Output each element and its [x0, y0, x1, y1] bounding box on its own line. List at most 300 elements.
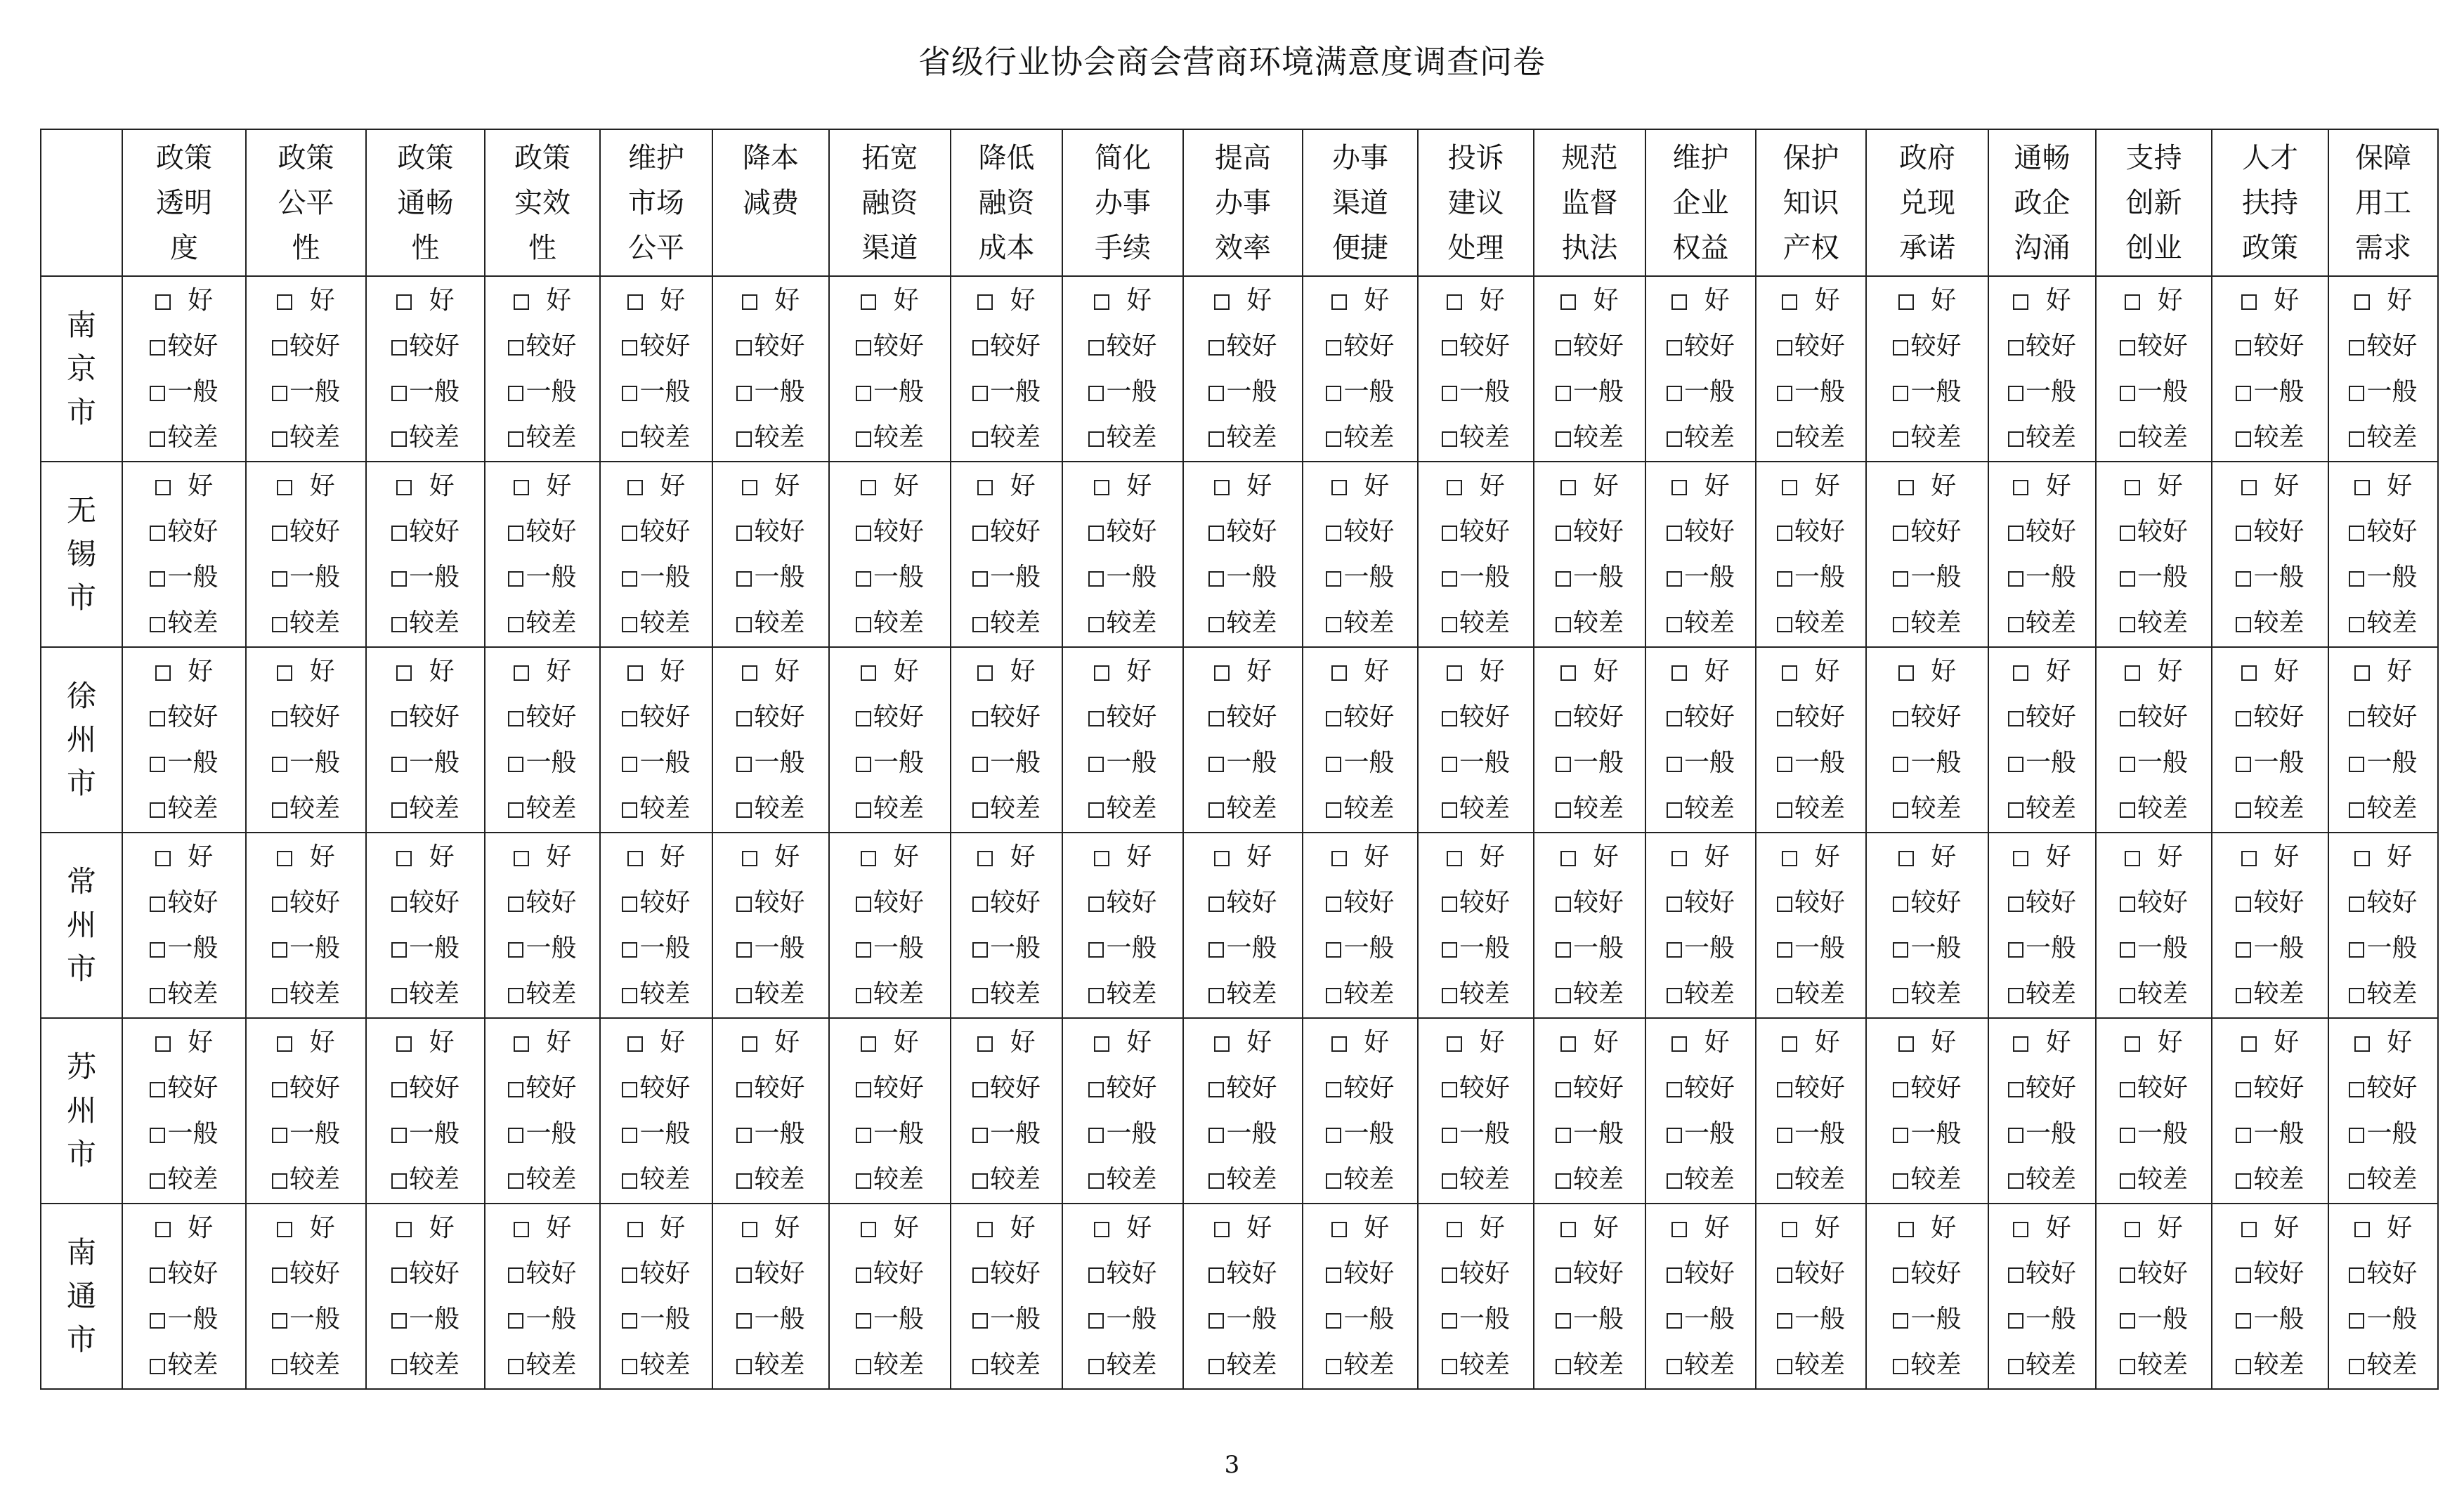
rating-option[interactable] [155, 1205, 214, 1251]
checkbox-icon[interactable] [1560, 480, 1576, 495]
rating-option[interactable] [1556, 600, 1624, 646]
checkbox-icon[interactable] [2120, 1313, 2135, 1329]
rating-option[interactable] [2013, 648, 2071, 694]
checkbox-icon[interactable] [514, 851, 529, 866]
checkbox-icon[interactable] [736, 431, 752, 447]
rating-option[interactable] [1208, 1342, 1277, 1388]
checkbox-icon[interactable] [1094, 665, 1109, 681]
checkbox-icon[interactable] [1777, 1128, 1792, 1143]
checkbox-icon[interactable] [1671, 1036, 1687, 1052]
checkbox-icon[interactable] [736, 1128, 752, 1143]
checkbox-icon[interactable] [508, 711, 523, 726]
checkbox-icon[interactable] [622, 1359, 637, 1374]
checkbox-icon[interactable] [622, 571, 637, 587]
checkbox-icon[interactable] [1088, 711, 1104, 726]
checkbox-icon[interactable] [742, 294, 757, 310]
rating-option[interactable] [1556, 509, 1624, 554]
checkbox-icon[interactable] [977, 1036, 993, 1052]
rating-option[interactable] [1777, 971, 1845, 1017]
rating-option[interactable] [1088, 1342, 1156, 1388]
rating-option[interactable] [1208, 694, 1277, 740]
rating-option[interactable] [508, 971, 576, 1017]
rating-option[interactable] [1447, 1205, 1505, 1251]
checkbox-icon[interactable] [2349, 340, 2364, 356]
rating-option[interactable] [150, 1156, 218, 1202]
checkbox-icon[interactable] [1208, 526, 1224, 541]
checkbox-icon[interactable] [514, 294, 529, 310]
rating-option[interactable] [2013, 834, 2071, 880]
checkbox-icon[interactable] [1442, 431, 1457, 447]
checkbox-icon[interactable] [972, 802, 988, 818]
rating-option[interactable] [155, 834, 214, 880]
rating-option[interactable] [2236, 1111, 2304, 1156]
rating-option[interactable] [1326, 1251, 1394, 1296]
rating-option[interactable] [150, 785, 218, 831]
checkbox-icon[interactable] [972, 431, 988, 447]
checkbox-icon[interactable] [150, 897, 165, 912]
rating-option[interactable] [150, 509, 218, 554]
checkbox-icon[interactable] [2008, 431, 2023, 447]
checkbox-icon[interactable] [2236, 1313, 2251, 1329]
rating-option[interactable] [622, 971, 690, 1017]
checkbox-icon[interactable] [622, 988, 637, 1003]
rating-option[interactable] [1777, 1342, 1845, 1388]
checkbox-icon[interactable] [736, 386, 752, 401]
rating-option[interactable] [1898, 648, 1957, 694]
checkbox-icon[interactable] [1893, 386, 1908, 401]
rating-option[interactable] [2008, 1156, 2076, 1202]
rating-option[interactable] [396, 648, 455, 694]
rating-option[interactable] [1671, 834, 1730, 880]
checkbox-icon[interactable] [1667, 897, 1682, 912]
rating-option[interactable] [977, 278, 1036, 323]
rating-option[interactable] [622, 1251, 690, 1296]
checkbox-icon[interactable] [2349, 1313, 2364, 1329]
checkbox-icon[interactable] [2125, 294, 2140, 310]
checkbox-icon[interactable] [1326, 897, 1341, 912]
checkbox-icon[interactable] [1556, 431, 1571, 447]
rating-option[interactable] [1208, 1065, 1277, 1111]
rating-option[interactable] [396, 463, 455, 509]
checkbox-icon[interactable] [2354, 480, 2370, 495]
rating-option[interactable] [2120, 554, 2188, 600]
rating-option[interactable] [627, 463, 686, 509]
rating-option[interactable] [1326, 694, 1394, 740]
checkbox-icon[interactable] [736, 1082, 752, 1097]
rating-option[interactable] [2120, 1342, 2188, 1388]
rating-option[interactable] [2120, 1111, 2188, 1156]
checkbox-icon[interactable] [2120, 386, 2135, 401]
checkbox-icon[interactable] [856, 988, 871, 1003]
rating-option[interactable] [1442, 323, 1510, 369]
checkbox-icon[interactable] [2013, 1036, 2028, 1052]
rating-option[interactable] [742, 648, 800, 694]
rating-option[interactable] [2241, 834, 2300, 880]
checkbox-icon[interactable] [1208, 1313, 1224, 1329]
checkbox-icon[interactable] [972, 386, 988, 401]
rating-option[interactable] [2354, 278, 2413, 323]
checkbox-icon[interactable] [1442, 1313, 1457, 1329]
rating-option[interactable] [856, 740, 924, 785]
rating-option[interactable] [1442, 369, 1510, 415]
checkbox-icon[interactable] [2354, 665, 2370, 681]
checkbox-icon[interactable] [1208, 757, 1224, 772]
rating-option[interactable] [2008, 415, 2076, 460]
rating-option[interactable] [627, 278, 686, 323]
rating-option[interactable] [1667, 415, 1735, 460]
checkbox-icon[interactable] [150, 1359, 165, 1374]
checkbox-icon[interactable] [150, 431, 165, 447]
checkbox-icon[interactable] [1331, 665, 1347, 681]
checkbox-icon[interactable] [736, 757, 752, 772]
checkbox-icon[interactable] [1094, 1036, 1109, 1052]
checkbox-icon[interactable] [1088, 1082, 1104, 1097]
rating-option[interactable] [391, 323, 459, 369]
rating-option[interactable] [1777, 880, 1845, 925]
checkbox-icon[interactable] [2125, 851, 2140, 866]
checkbox-icon[interactable] [2354, 1222, 2370, 1237]
checkbox-icon[interactable] [736, 1173, 752, 1189]
rating-option[interactable] [1898, 1019, 1957, 1065]
checkbox-icon[interactable] [972, 1313, 988, 1329]
checkbox-icon[interactable] [508, 1359, 523, 1374]
rating-option[interactable] [2008, 1296, 2076, 1342]
checkbox-icon[interactable] [277, 1222, 292, 1237]
rating-option[interactable] [736, 323, 804, 369]
checkbox-icon[interactable] [2236, 340, 2251, 356]
checkbox-icon[interactable] [1088, 1128, 1104, 1143]
rating-option[interactable] [1208, 1296, 1277, 1342]
rating-option[interactable] [1326, 554, 1394, 600]
rating-option[interactable] [396, 1205, 455, 1251]
checkbox-icon[interactable] [1667, 711, 1682, 726]
checkbox-icon[interactable] [277, 665, 292, 681]
checkbox-icon[interactable] [742, 1036, 757, 1052]
rating-option[interactable] [391, 880, 459, 925]
checkbox-icon[interactable] [391, 340, 407, 356]
checkbox-icon[interactable] [742, 665, 757, 681]
checkbox-icon[interactable] [1208, 942, 1224, 958]
checkbox-icon[interactable] [2120, 571, 2135, 587]
rating-option[interactable] [1667, 740, 1735, 785]
checkbox-icon[interactable] [856, 1359, 871, 1374]
rating-option[interactable] [1326, 369, 1394, 415]
rating-option[interactable] [2236, 1342, 2304, 1388]
checkbox-icon[interactable] [396, 1036, 412, 1052]
rating-option[interactable] [1088, 740, 1156, 785]
rating-option[interactable] [742, 1019, 800, 1065]
checkbox-icon[interactable] [1893, 1173, 1908, 1189]
rating-option[interactable] [1208, 1251, 1277, 1296]
rating-option[interactable] [1667, 785, 1735, 831]
checkbox-icon[interactable] [736, 1359, 752, 1374]
checkbox-icon[interactable] [1214, 294, 1230, 310]
checkbox-icon[interactable] [272, 1359, 287, 1374]
rating-option[interactable] [272, 880, 340, 925]
rating-option[interactable] [1777, 740, 1845, 785]
rating-option[interactable] [155, 1019, 214, 1065]
checkbox-icon[interactable] [1088, 340, 1104, 356]
checkbox-icon[interactable] [1208, 711, 1224, 726]
checkbox-icon[interactable] [391, 571, 407, 587]
checkbox-icon[interactable] [1326, 711, 1341, 726]
rating-option[interactable] [1326, 1111, 1394, 1156]
rating-option[interactable] [508, 1251, 576, 1296]
checkbox-icon[interactable] [1893, 942, 1908, 958]
rating-option[interactable] [2349, 694, 2417, 740]
rating-option[interactable] [508, 600, 576, 646]
checkbox-icon[interactable] [2120, 757, 2135, 772]
checkbox-icon[interactable] [1326, 1082, 1341, 1097]
checkbox-icon[interactable] [2120, 1082, 2135, 1097]
rating-option[interactable] [1560, 463, 1619, 509]
checkbox-icon[interactable] [391, 802, 407, 818]
rating-option[interactable] [1893, 880, 1961, 925]
checkbox-icon[interactable] [2120, 526, 2135, 541]
checkbox-icon[interactable] [508, 897, 523, 912]
checkbox-icon[interactable] [150, 1082, 165, 1097]
checkbox-icon[interactable] [2241, 851, 2257, 866]
rating-option[interactable] [1214, 278, 1272, 323]
rating-option[interactable] [508, 1156, 576, 1202]
checkbox-icon[interactable] [1898, 294, 1914, 310]
checkbox-icon[interactable] [622, 1173, 637, 1189]
checkbox-icon[interactable] [1331, 294, 1347, 310]
checkbox-icon[interactable] [1777, 617, 1792, 632]
rating-option[interactable] [2241, 1205, 2300, 1251]
checkbox-icon[interactable] [2120, 711, 2135, 726]
rating-option[interactable] [1556, 554, 1624, 600]
rating-option[interactable] [1560, 648, 1619, 694]
checkbox-icon[interactable] [2236, 897, 2251, 912]
checkbox-icon[interactable] [1088, 1313, 1104, 1329]
rating-option[interactable] [1893, 509, 1961, 554]
rating-option[interactable] [2354, 463, 2413, 509]
checkbox-icon[interactable] [861, 1036, 876, 1052]
rating-option[interactable] [622, 369, 690, 415]
rating-option[interactable] [2008, 785, 2076, 831]
checkbox-icon[interactable] [508, 571, 523, 587]
rating-option[interactable] [856, 880, 924, 925]
checkbox-icon[interactable] [1556, 526, 1571, 541]
checkbox-icon[interactable] [622, 1313, 637, 1329]
rating-option[interactable] [856, 415, 924, 460]
rating-option[interactable] [1671, 648, 1730, 694]
rating-option[interactable] [977, 648, 1036, 694]
checkbox-icon[interactable] [391, 942, 407, 958]
rating-option[interactable] [396, 278, 455, 323]
checkbox-icon[interactable] [1782, 294, 1797, 310]
rating-option[interactable] [508, 415, 576, 460]
checkbox-icon[interactable] [1667, 942, 1682, 958]
checkbox-icon[interactable] [1556, 897, 1571, 912]
checkbox-icon[interactable] [514, 665, 529, 681]
rating-option[interactable] [1326, 1065, 1394, 1111]
checkbox-icon[interactable] [272, 617, 287, 632]
rating-option[interactable] [508, 509, 576, 554]
rating-option[interactable] [1094, 1205, 1152, 1251]
checkbox-icon[interactable] [1447, 1036, 1462, 1052]
checkbox-icon[interactable] [856, 942, 871, 958]
checkbox-icon[interactable] [508, 526, 523, 541]
rating-option[interactable] [856, 925, 924, 971]
rating-option[interactable] [1556, 925, 1624, 971]
rating-option[interactable] [508, 925, 576, 971]
checkbox-icon[interactable] [1326, 1173, 1341, 1189]
checkbox-icon[interactable] [1556, 802, 1571, 818]
rating-option[interactable] [1671, 1019, 1730, 1065]
rating-option[interactable] [2349, 1156, 2417, 1202]
checkbox-icon[interactable] [272, 431, 287, 447]
checkbox-icon[interactable] [508, 1267, 523, 1283]
checkbox-icon[interactable] [1442, 1267, 1457, 1283]
rating-option[interactable] [2120, 323, 2188, 369]
checkbox-icon[interactable] [856, 897, 871, 912]
rating-option[interactable] [856, 369, 924, 415]
checkbox-icon[interactable] [2120, 988, 2135, 1003]
rating-option[interactable] [1560, 1205, 1619, 1251]
rating-option[interactable] [1556, 1296, 1624, 1342]
checkbox-icon[interactable] [1782, 851, 1797, 866]
checkbox-icon[interactable] [150, 757, 165, 772]
checkbox-icon[interactable] [1898, 480, 1914, 495]
rating-option[interactable] [1893, 1111, 1961, 1156]
rating-option[interactable] [272, 925, 340, 971]
checkbox-icon[interactable] [2008, 617, 2023, 632]
checkbox-icon[interactable] [514, 1222, 529, 1237]
checkbox-icon[interactable] [1667, 526, 1682, 541]
checkbox-icon[interactable] [627, 851, 643, 866]
rating-option[interactable] [1214, 648, 1272, 694]
rating-option[interactable] [2008, 1065, 2076, 1111]
rating-option[interactable] [861, 463, 919, 509]
checkbox-icon[interactable] [391, 386, 407, 401]
rating-option[interactable] [856, 323, 924, 369]
rating-option[interactable] [150, 1251, 218, 1296]
rating-option[interactable] [150, 971, 218, 1017]
checkbox-icon[interactable] [1442, 571, 1457, 587]
rating-option[interactable] [2349, 600, 2417, 646]
rating-option[interactable] [150, 1111, 218, 1156]
checkbox-icon[interactable] [150, 942, 165, 958]
rating-option[interactable] [2013, 1019, 2071, 1065]
rating-option[interactable] [391, 554, 459, 600]
checkbox-icon[interactable] [1088, 1359, 1104, 1374]
checkbox-icon[interactable] [856, 1082, 871, 1097]
checkbox-icon[interactable] [1214, 1036, 1230, 1052]
checkbox-icon[interactable] [508, 757, 523, 772]
checkbox-icon[interactable] [1094, 1222, 1109, 1237]
rating-option[interactable] [856, 1156, 924, 1202]
checkbox-icon[interactable] [1560, 665, 1576, 681]
checkbox-icon[interactable] [1556, 1313, 1571, 1329]
checkbox-icon[interactable] [977, 480, 993, 495]
rating-option[interactable] [508, 1342, 576, 1388]
checkbox-icon[interactable] [1667, 1267, 1682, 1283]
checkbox-icon[interactable] [277, 1036, 292, 1052]
rating-option[interactable] [742, 278, 800, 323]
rating-option[interactable] [272, 509, 340, 554]
rating-option[interactable] [2013, 278, 2071, 323]
checkbox-icon[interactable] [1893, 571, 1908, 587]
checkbox-icon[interactable] [622, 526, 637, 541]
checkbox-icon[interactable] [856, 802, 871, 818]
checkbox-icon[interactable] [2008, 571, 2023, 587]
rating-option[interactable] [2120, 369, 2188, 415]
rating-option[interactable] [736, 1342, 804, 1388]
checkbox-icon[interactable] [1560, 1222, 1576, 1237]
rating-option[interactable] [514, 1205, 572, 1251]
rating-option[interactable] [2349, 1296, 2417, 1342]
rating-option[interactable] [1326, 600, 1394, 646]
rating-option[interactable] [1442, 880, 1510, 925]
checkbox-icon[interactable] [2236, 802, 2251, 818]
rating-option[interactable] [736, 971, 804, 1017]
rating-option[interactable] [2120, 1296, 2188, 1342]
rating-option[interactable] [1214, 1205, 1272, 1251]
checkbox-icon[interactable] [627, 480, 643, 495]
checkbox-icon[interactable] [1667, 1359, 1682, 1374]
checkbox-icon[interactable] [1326, 942, 1341, 958]
rating-option[interactable] [1671, 278, 1730, 323]
checkbox-icon[interactable] [1777, 1313, 1792, 1329]
rating-option[interactable] [1331, 463, 1390, 509]
checkbox-icon[interactable] [508, 1173, 523, 1189]
rating-option[interactable] [622, 1156, 690, 1202]
rating-option[interactable] [977, 1205, 1036, 1251]
rating-option[interactable] [1556, 740, 1624, 785]
rating-option[interactable] [972, 1111, 1041, 1156]
checkbox-icon[interactable] [856, 340, 871, 356]
rating-option[interactable] [1777, 1251, 1845, 1296]
checkbox-icon[interactable] [1777, 431, 1792, 447]
checkbox-icon[interactable] [1667, 617, 1682, 632]
rating-option[interactable] [391, 925, 459, 971]
checkbox-icon[interactable] [150, 802, 165, 818]
rating-option[interactable] [856, 600, 924, 646]
rating-option[interactable] [2008, 1111, 2076, 1156]
rating-option[interactable] [1094, 648, 1152, 694]
rating-option[interactable] [736, 415, 804, 460]
rating-option[interactable] [2125, 278, 2183, 323]
checkbox-icon[interactable] [1442, 897, 1457, 912]
checkbox-icon[interactable] [1094, 851, 1109, 866]
rating-option[interactable] [972, 880, 1041, 925]
checkbox-icon[interactable] [1777, 1173, 1792, 1189]
checkbox-icon[interactable] [272, 526, 287, 541]
checkbox-icon[interactable] [150, 1313, 165, 1329]
checkbox-icon[interactable] [1898, 1036, 1914, 1052]
rating-option[interactable] [1208, 415, 1277, 460]
rating-option[interactable] [1442, 1342, 1510, 1388]
checkbox-icon[interactable] [1088, 942, 1104, 958]
checkbox-icon[interactable] [1447, 480, 1462, 495]
rating-option[interactable] [2349, 971, 2417, 1017]
checkbox-icon[interactable] [1893, 340, 1908, 356]
rating-option[interactable] [1208, 509, 1277, 554]
checkbox-icon[interactable] [2008, 802, 2023, 818]
rating-option[interactable] [2236, 1156, 2304, 1202]
checkbox-icon[interactable] [2236, 431, 2251, 447]
checkbox-icon[interactable] [1208, 1173, 1224, 1189]
checkbox-icon[interactable] [2236, 617, 2251, 632]
checkbox-icon[interactable] [391, 617, 407, 632]
checkbox-icon[interactable] [856, 617, 871, 632]
checkbox-icon[interactable] [272, 571, 287, 587]
rating-option[interactable] [508, 369, 576, 415]
rating-option[interactable] [1331, 278, 1390, 323]
rating-option[interactable] [1893, 1065, 1961, 1111]
